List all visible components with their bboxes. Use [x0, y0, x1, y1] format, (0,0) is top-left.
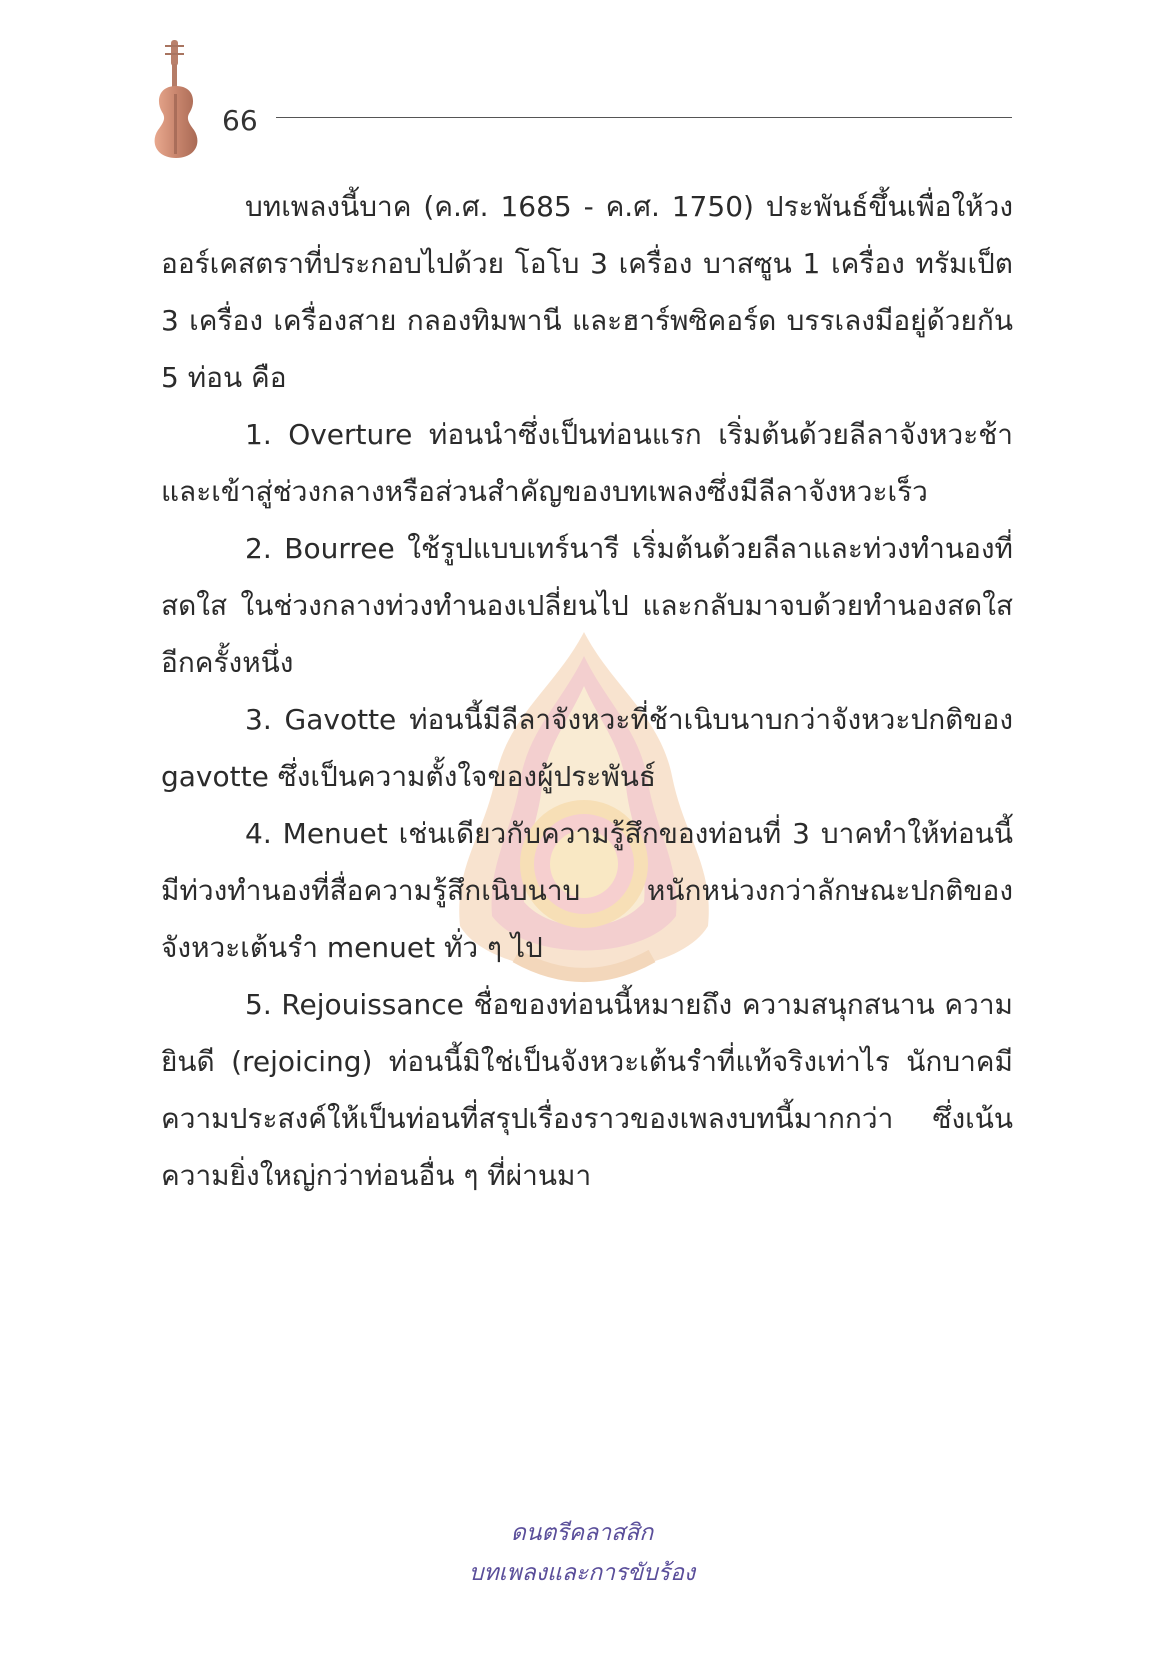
- movement-overture-paragraph: 1. Overture ท่อนนำซึ่งเป็นท่อนแรก เริ่มต้นด้วยลีลาจังหวะช้าและเข้าสู่ช่วงกลางหรือส่วนสำคัญของบทเพลงซึ่งมีลีลาจังหวะเร็ว: [161, 418, 1013, 508]
- footer-book-subtitle: บทเพลงและการขับร้อง: [468, 1560, 696, 1586]
- body-text: [161, 178, 1013, 1204]
- header-divider: [276, 117, 1012, 118]
- intro-paragraph: บทเพลงนี้บาค (ค.ศ. 1685 - ค.ศ. 1750) ประพันธ์ขึ้นเพื่อให้วงออร์เคสตราที่ประกอบไปด้วย โอโบ 3 เครื่อง บาสซูน 1 เครื่อง ทรัมเป็ต 3 เครื่อง เครื่องสาย กลองทิมพานี และฮาร์พซิคอร์ด บรรเลงมีอยู่ด้วยกัน 5 ท่อน คือ: [161, 190, 1013, 394]
- page-number: 66: [222, 104, 258, 137]
- footer-book-title: ดนตรีคลาสสิก: [510, 1520, 654, 1546]
- movement-gavotte-paragraph: 3. Gavotte ท่อนนี้มีลีลาจังหวะที่ช้าเนิบนาบกว่าจังหวะปกติของ gavotte ซึ่งเป็นความตั้งใจของผู้ประพันธ์: [161, 703, 1013, 793]
- movement-bourree-paragraph: 2. Bourree ใช้รูปแบบเทร์นารี เริ่มต้นด้วยลีลาและท่วงทำนองที่สดใส ในช่วงกลางท่วงทำนองเปลี่ยนไป และกลับมาจบด้วยทำนองสดใสอีกครั้งหนึ่ง: [161, 532, 1013, 679]
- violin-icon: [148, 38, 204, 160]
- movement-rejouissance-paragraph: 5. Rejouissance ชื่อของท่อนนี้หมายถึง ความสนุกสนาน ความยินดี (rejoicing) ท่อนนี้มิใช่เป็นจังหวะเต้นรำที่แท้จริงเท่าไร นักบาคมีความประสงค์ให้เป็นท่อนที่สรุปเรื่องราวของเพลงบทนี้มากกว่า ซึ่งเน้นความยิ่งใหญ่กว่าท่อนอื่น ๆ ที่ผ่านมา: [161, 988, 1013, 1192]
- movement-menuet-paragraph: 4. Menuet เช่นเดียวกับความรู้สึกของท่อนที่ 3 บาคทำให้ท่อนนี้มีท่วงทำนองที่สื่อความรู้สึกเนิบนาบ หนักหน่วงกว่าลักษณะปกติของจังหวะเต้นรำ menuet ทั่ว ๆ ไป: [161, 817, 1013, 964]
